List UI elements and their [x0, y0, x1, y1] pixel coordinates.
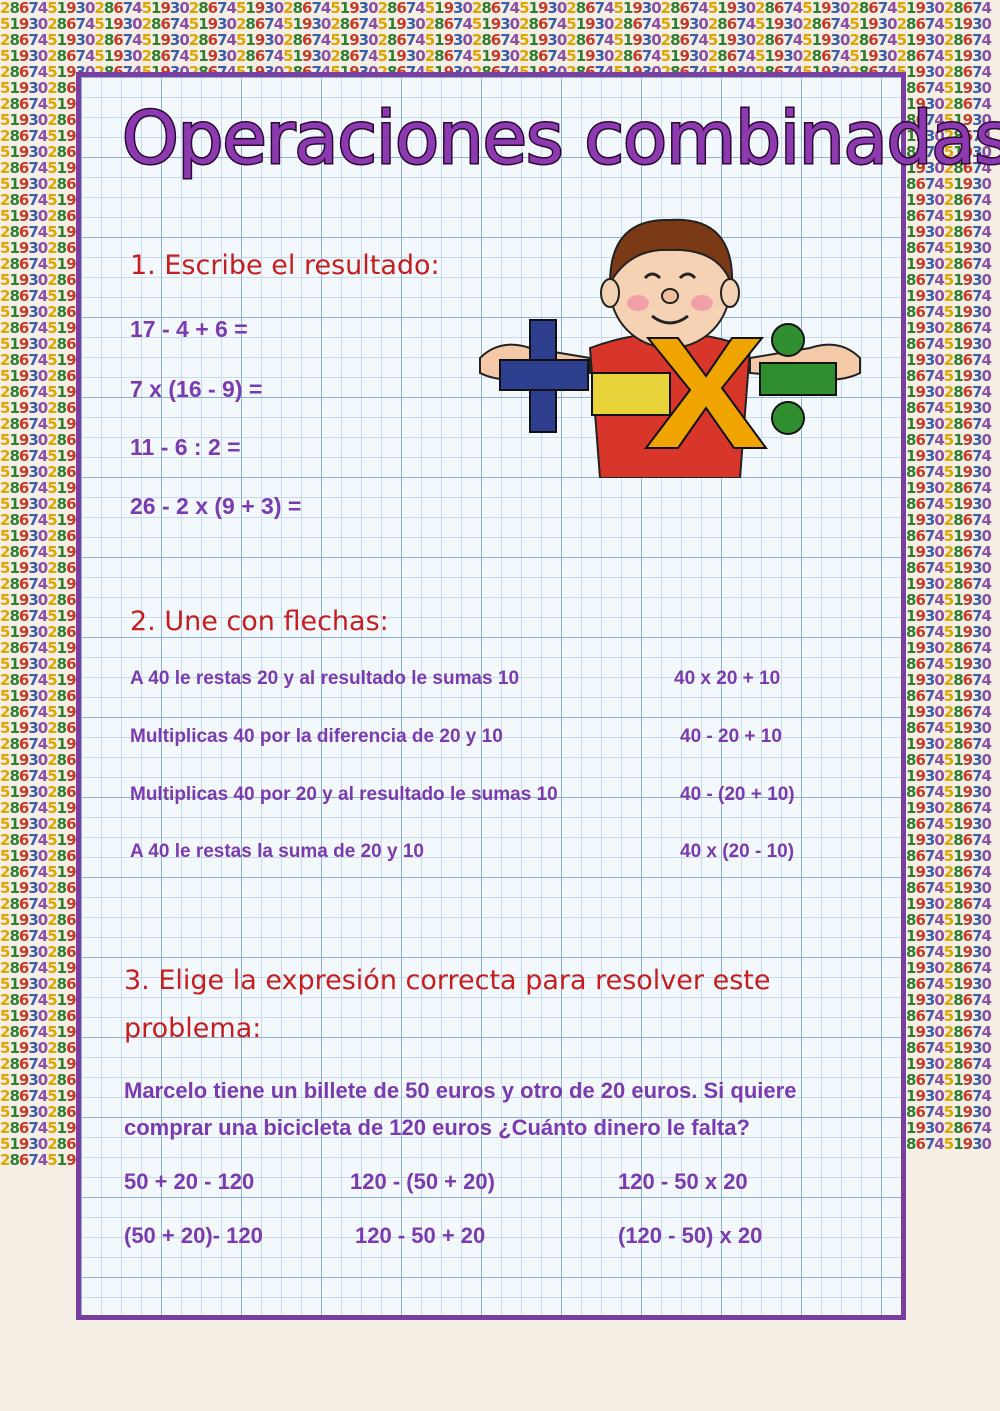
section-1-heading: 1. Escribe el resultado:	[130, 250, 440, 281]
section-2-heading: 2. Une con flechas:	[130, 606, 389, 637]
match-left-4: A 40 le restas la suma de 20 y 10	[130, 841, 424, 862]
problem-text-line-1: Marcelo tiene un billete de 50 euros y otro de 20 euros. Si quiere	[124, 1078, 797, 1103]
match-left-3: Multiplicas 40 por 20 y al resultado le sumas 10	[130, 784, 558, 805]
match-left-2: Multiplicas 40 por la diferencia de 20 y 10	[130, 726, 503, 747]
boy-with-math-symbols-icon	[470, 208, 870, 478]
option-3: 120 - 50 x 20	[618, 1169, 748, 1194]
match-left-1: A 40 le restas 20 y al resultado le sumas 10	[130, 668, 520, 689]
expression-3: 11 - 6 : 2 =	[130, 434, 241, 460]
expression-4: 26 - 2 x (9 + 3) =	[130, 493, 302, 519]
option-2: 120 - (50 + 20)	[350, 1169, 495, 1194]
match-right-1: 40 x 20 + 10	[674, 668, 781, 689]
expression-2: 7 x (16 - 9) =	[130, 376, 263, 402]
match-right-3: 40 - (20 + 10)	[680, 784, 795, 805]
page-title: Operaciones combinadas	[122, 96, 1000, 180]
match-right-2: 40 - 20 + 10	[680, 726, 782, 747]
expression-1: 17 - 4 + 6 =	[130, 316, 248, 342]
number-pattern-border: 28674519302867451930286745193028674519302867451930286745193028674519302867451930286745193028674519302867451930286745193028674519302867451930286745193028674519302867451930286745193028674519302867451930286745193028674519302867451930286745193028674519302867451930286745193028674519302867451930286745193028674519302867451930286745193028674519302867451930286745193028674519302867451930286745193028674519302867451930286745193028674519 19302867451930286 86745193028674519 19302867451930286 86745193028674519 19302867451930286 86745193028674519 19302867451930286 86745193028674519 19302867451930286 86745193028674519 19302867451930286 86745193028674519 19302867451930286 86745193028674519 19302867451930286 86745193028674519 19302867451930286 86745193028674519 19302867451930286 86745193028674519 19302867451930286 86745193028674519 19302867451930286 86745193028674519 19302867451930286 86745193028674519 19302867451930286 86745193028674519 19302867451930286 86745193028674519 19302867451930286 86745193028674519 19302867451930286 86745193028674519 19302867451930286 86745193028674519 19302867451930286 86745193028674519 19302867451930286 86745193028674519 19302867451930286 86745193028674519 19302867451930286 86745193028674519 19302867451930286 86745193028674519 19302867451930286 86745193028674519 19302867451930286 86745193028674519 19302867451930286 86745193028674519 19302867451930286 86745193028674519 19302867451930286 86745193028674519 19302867451930286 86745193028674519 19302867451930286 86745193028674519 19302867451930286 86745193028674519 19302867451930286 86745193028674519 19302867451930286 86745193028674519 19302867451930286 86745193028674519	[0, 0, 991, 1169]
option-1: 50 + 20 - 120	[124, 1169, 255, 1194]
problem-text-line-2: comprar una bicicleta de 120 euros ¿Cuánto dinero le falta?	[124, 1115, 750, 1140]
option-4: (50 + 20)- 120	[124, 1223, 263, 1248]
option-5: 120 - 50 + 20	[355, 1223, 486, 1248]
match-right-4: 40 x (20 - 10)	[680, 841, 795, 862]
section-3-heading-line-2: problema:	[124, 1013, 262, 1044]
section-3-heading-line-1: 3. Elige la expresión correcta para resolver este	[124, 965, 771, 996]
option-6: (120 - 50) x 20	[618, 1223, 763, 1248]
